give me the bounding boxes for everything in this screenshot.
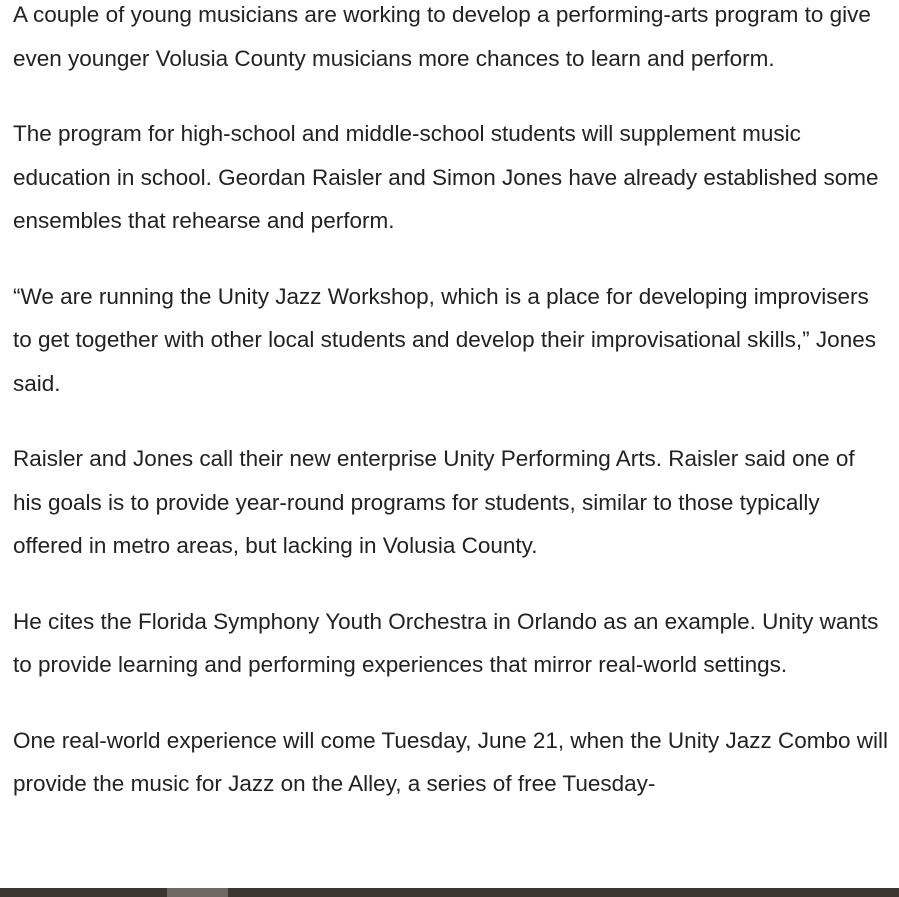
article-paragraph-2: The program for high-school and middle-school students will supplement music education in school. Geordan Raisler and Simon Jones have already established some ensembles that rehearse and perform. [13,121,879,233]
article-paragraph-6: One real-world experience will come Tuesday, June 21, when the Unity Jazz Combo will provide the music for Jazz on the Alley, a series of free Tuesday- [13,727,888,796]
article-paragraph-1: A couple of young musicians are working to develop a performing-arts program to give even younger Volusia County musicians more chances to learn and perform. [13,2,871,71]
horizontal-scrollbar[interactable] [0,888,899,897]
article-paragraph-5: He cites the Florida Symphony Youth Orchestra in Orlando as an example. Unity wants to provide learning and performing experiences that mirror real-world settings. [13,608,879,677]
article-paragraph-4: Raisler and Jones call their new enterprise Unity Performing Arts. Raisler said one of his goals is to provide year-round programs for students, similar to those typically offered in metro areas, but lacking in Volusia County. [13,446,855,558]
scrollbar-thumb[interactable] [167,888,228,897]
article-body [13,0,889,838]
article-paragraph-3: “We are running the Unity Jazz Workshop, which is a place for developing improvisers to get together with other local students and develop their improvisational skills,” Jones said. [13,283,876,396]
